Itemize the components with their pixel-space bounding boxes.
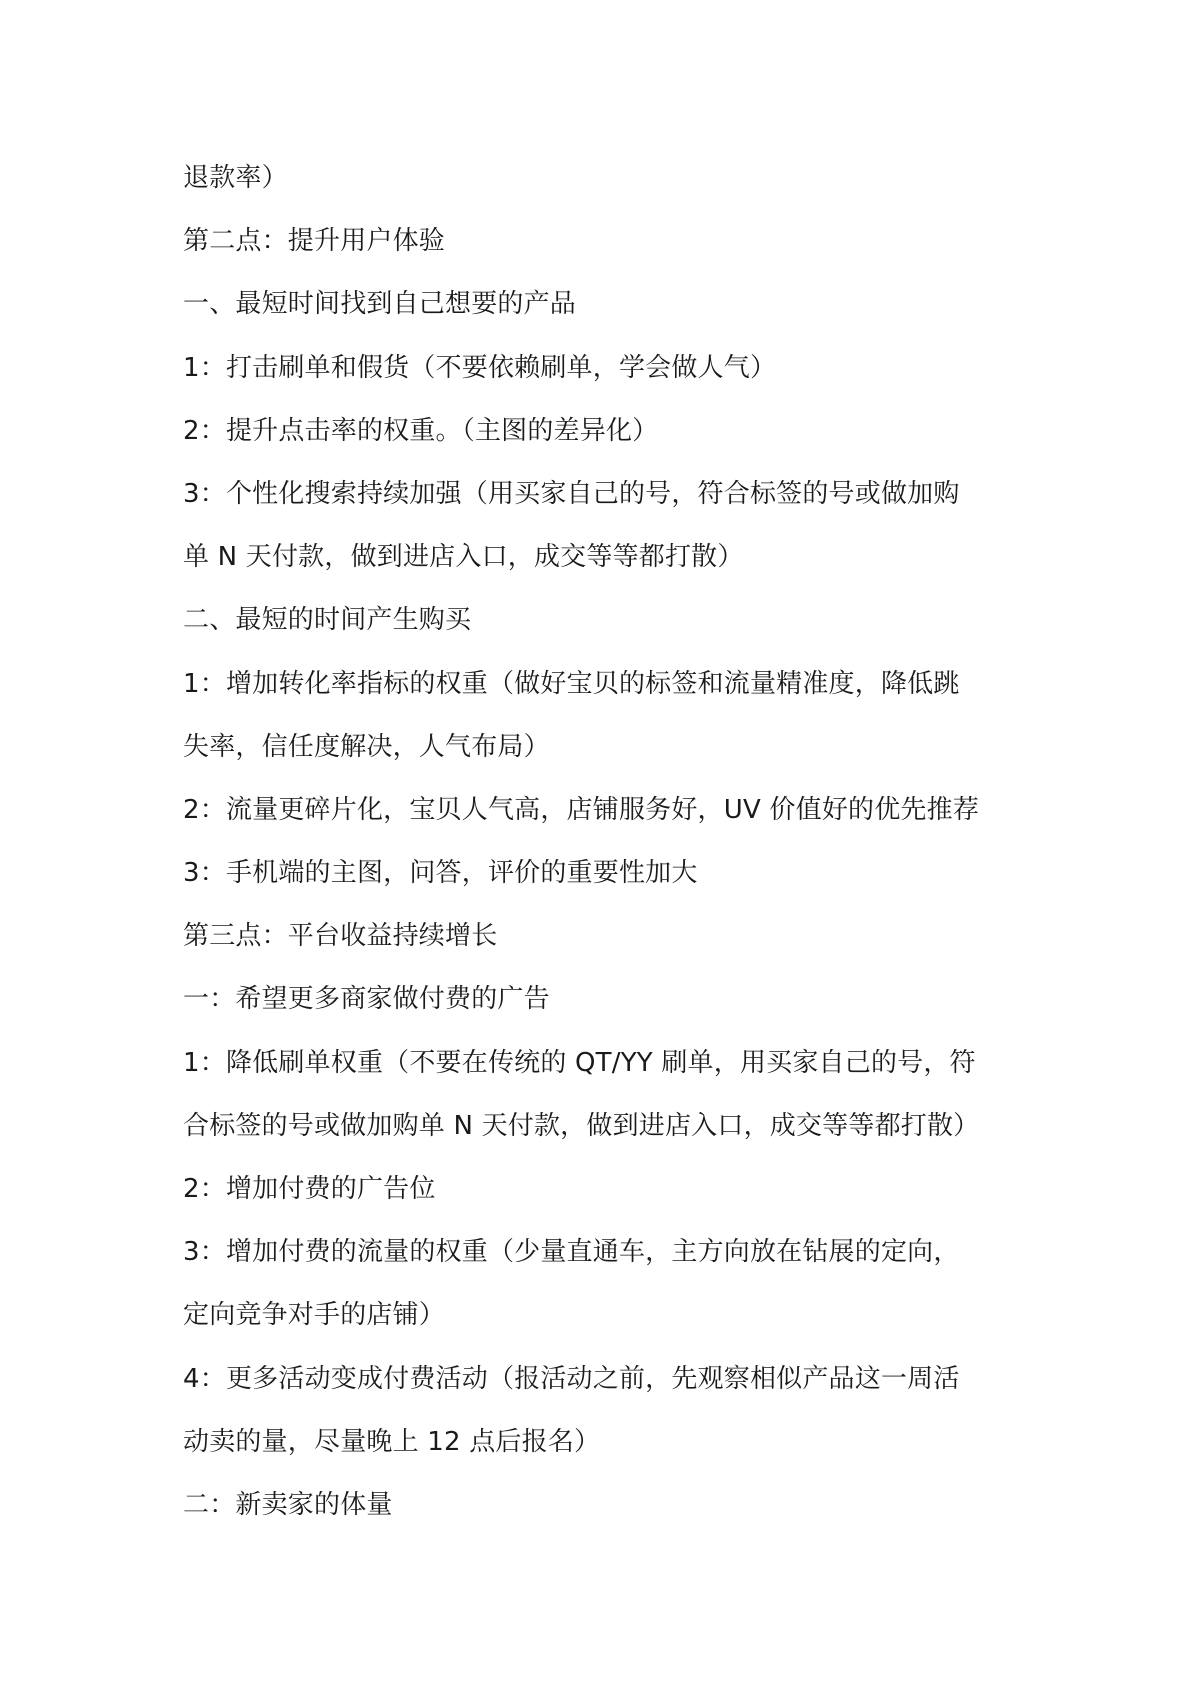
list-item: 2：增加付费的广告位: [183, 1174, 436, 1204]
list-item: 2：提升点击率的权重。（主图的差异化）: [183, 415, 659, 446]
list-item: 1：降低刷单权重（不要在传统的 QT/YY 刷单，用买家自己的号，符: [183, 1047, 976, 1078]
list-item-continuation: 失率，信任度解决，人气布局）: [183, 731, 550, 762]
list-item: 4：更多活动变成付费活动（报活动之前，先观察相似产品这一周活: [183, 1363, 960, 1394]
subsection-heading: 二：新卖家的体量: [183, 1489, 393, 1520]
document-body: [183, 147, 1043, 1537]
list-item-continuation: 动卖的量，尽量晚上 12 点后报名）: [183, 1426, 601, 1457]
section-heading: 第二点：提升用户体验: [183, 226, 446, 257]
subsection-heading: 二、最短的时间产生购买: [183, 605, 472, 636]
list-item: 3：增加付费的流量的权重（少量直通车，主方向放在钻展的定向，: [183, 1237, 960, 1268]
list-item: 2：流量更碎片化，宝贝人气高，店铺服务好，UV 价值好的优先推荐: [183, 794, 980, 825]
list-item: 1：打击刷单和假货（不要依赖刷单，学会做人气）: [183, 352, 777, 383]
subsection-heading: 一：希望更多商家做付费的广告: [183, 984, 550, 1015]
list-item: 1：增加转化率指标的权重（做好宝贝的标签和流量精准度，降低跳: [183, 668, 960, 699]
text-line: 退款率）: [183, 163, 288, 193]
subsection-heading: 一、最短时间找到自己想要的产品: [183, 289, 577, 320]
section-heading: 第三点：平台收益持续增长: [183, 921, 498, 952]
list-item-continuation: 定向竞争对手的店铺）: [183, 1300, 446, 1331]
list-item-continuation: 单 N 天付款，做到进店入口，成交等等都打散）: [183, 542, 744, 573]
list-item: 3：个性化搜索持续加强（用买家自己的号，符合标签的号或做加购: [183, 478, 960, 509]
list-item: 3：手机端的主图，问答，评价的重要性加大: [183, 858, 698, 889]
list-item-continuation: 合标签的号或做加购单 N 天付款，做到进店入口，成交等等都打散）: [183, 1110, 980, 1141]
